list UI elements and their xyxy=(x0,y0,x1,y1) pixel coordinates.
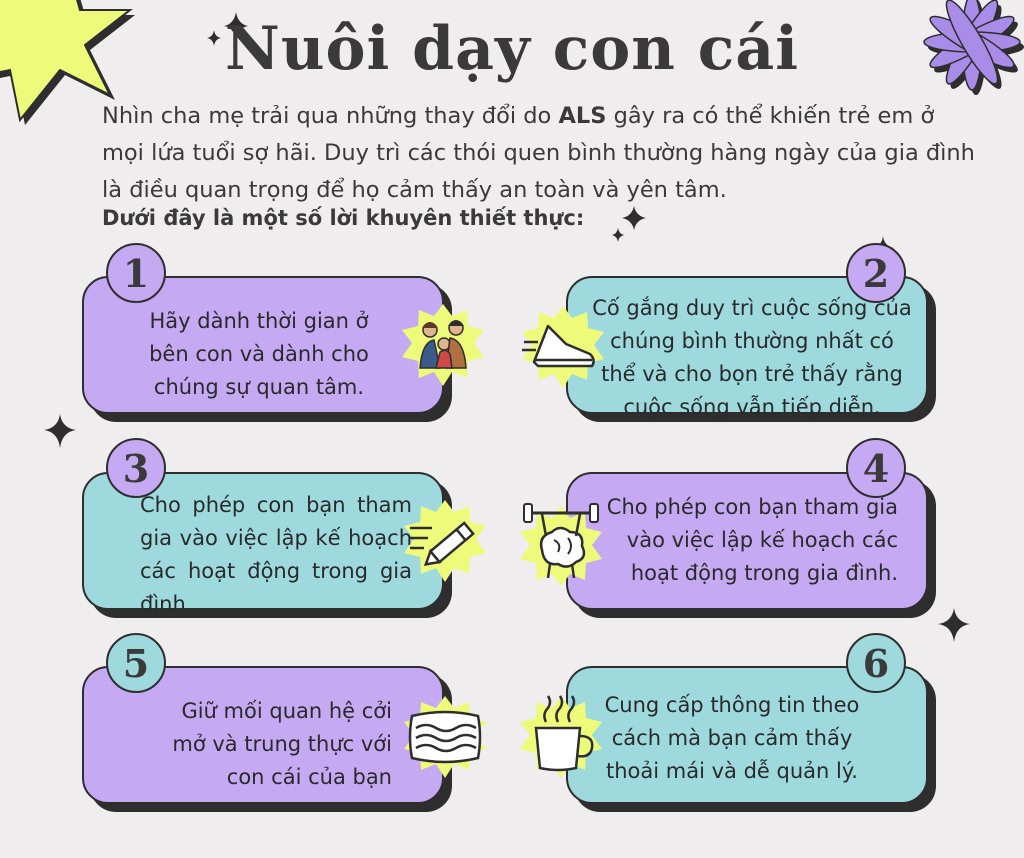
hot-cup-icon xyxy=(518,694,604,780)
sneaker-icon xyxy=(520,304,606,390)
tip-text-2: Cố gắng duy trì cuộc sống của chúng bình thường nhất có thể và cho bọn trẻ thấy rằng cuộc sống vẫn tiếp diễn. xyxy=(592,296,912,419)
intro-text-rest: gây ra có thể khiến trẻ em ở mọi lứa tuổi sợ hãi. Duy trì các thói quen bình thường hàng ngày của gia đình là điều quan trọng để họ cảm thấy an toàn và yên tâm. xyxy=(102,103,975,203)
family-icon xyxy=(400,302,486,388)
tip-number-6: 6 xyxy=(846,633,906,693)
tip-text-4: Cho phép con bạn tham gia vào việc lập kế hoạch các hoạt động trong gia đình. xyxy=(606,495,898,585)
tip-number-2: 2 xyxy=(846,243,906,303)
sparkle-icon xyxy=(606,204,652,244)
tip-text-1: Hãy dành thời gian ở bên con và dành cho chúng sự quan tâm. xyxy=(149,309,369,399)
intro-bold-term: ALS xyxy=(558,103,607,129)
tip-text-3: Cho phép con bạn tham gia vào việc lập kế hoạch các hoạt động trong gia đình. xyxy=(140,493,412,616)
tip-number-4: 4 xyxy=(846,438,906,498)
page-title: Nuôi dạy con cái xyxy=(224,14,800,84)
subtitle: Dưới đây là một số lời khuyên thiết thực: xyxy=(102,206,585,230)
tip-number-1: 1 xyxy=(106,243,166,303)
intro-paragraph xyxy=(102,98,982,209)
brain-dumbbell-icon xyxy=(518,500,604,586)
tip-text-6: Cung cấp thông tin theo cách mà bạn cảm thấy thoải mái và dễ quản lý. xyxy=(604,693,860,783)
tip-number-3: 3 xyxy=(106,438,166,498)
tip-number-5: 5 xyxy=(106,633,166,693)
pillow-icon xyxy=(402,694,488,780)
intro-text: Nhìn cha mẹ trải qua những thay đổi do xyxy=(102,103,559,129)
sparkle-icon xyxy=(40,412,80,452)
pencil-icon xyxy=(402,498,488,584)
tip-text-5: Giữ mối quan hệ cởi mở và trung thực với con cái của bạn xyxy=(172,699,392,789)
